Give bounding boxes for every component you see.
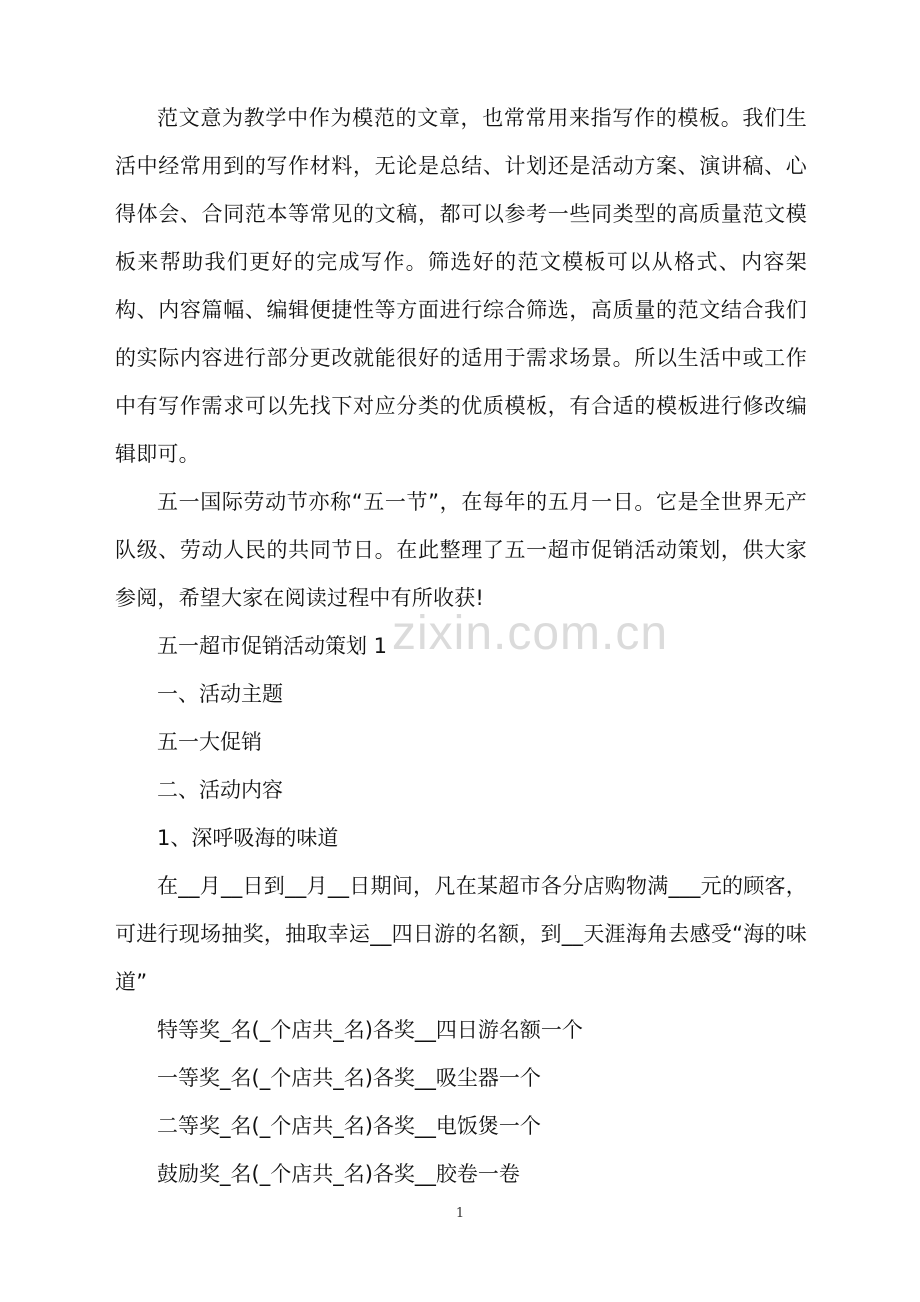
prize-line-special: 特等奖_名(_个店共_名)各奖__四日游名额一个: [157, 1018, 583, 1042]
watermark-text: zixin.com.cn: [392, 607, 669, 660]
section-heading-theme: 一、活动主题: [157, 682, 283, 706]
section-heading-content: 二、活动内容: [157, 778, 283, 802]
section-body-theme: 五一大促销: [157, 730, 262, 754]
document-body: [115, 94, 807, 1198]
item-heading-sea: 1、深呼吸海的味道: [157, 826, 339, 850]
prize-line-second: 二等奖_名(_个店共_名)各奖__电饭煲一个: [157, 1114, 541, 1138]
holiday-paragraph: 五一国际劳动节亦称“五一节”，在每年的五月一日。它是全世界无产队级、劳动人民的共同节日。在此整理了五一超市促销活动策划，供大家参阅，希望大家在阅读过程中有所收获!: [115, 490, 807, 610]
plan-title: 五一超市促销活动策划 1: [157, 634, 388, 658]
intro-paragraph: 范文意为教学中作为模范的文章，也常常用来指写作的模板。我们生活中经常用到的写作材料，无论是总结、计划还是活动方案、演讲稿、心得体会、合同范本等常见的文稿，都可以参考一些同类型的高质量范文模板来帮助我们更好的完成写作。筛选好的范文模板可以从格式、内容架构、内容篇幅、编辑便捷性等方面进行综合筛选，高质量的范文结合我们的实际内容进行部分更改就能很好的适用于需求场景。所以生活中或工作中有写作需求可以先找下对应分类的优质模板，有合适的模板进行修改编辑即可。: [115, 106, 807, 466]
prize-line-encouragement: 鼓励奖_名(_个店共_名)各奖__胶卷一卷: [157, 1162, 520, 1186]
item-body-sea: 在__月__日到__月__日期间，凡在某超市各分店购物满___元的顾客，可进行现场抽奖，抽取幸运__四日游的名额，到__天涯海角去感受“海的味道”: [115, 874, 807, 994]
prize-line-first: 一等奖_名(_个店共_名)各奖__吸尘器一个: [157, 1066, 541, 1090]
page-number: 1: [455, 1206, 465, 1221]
